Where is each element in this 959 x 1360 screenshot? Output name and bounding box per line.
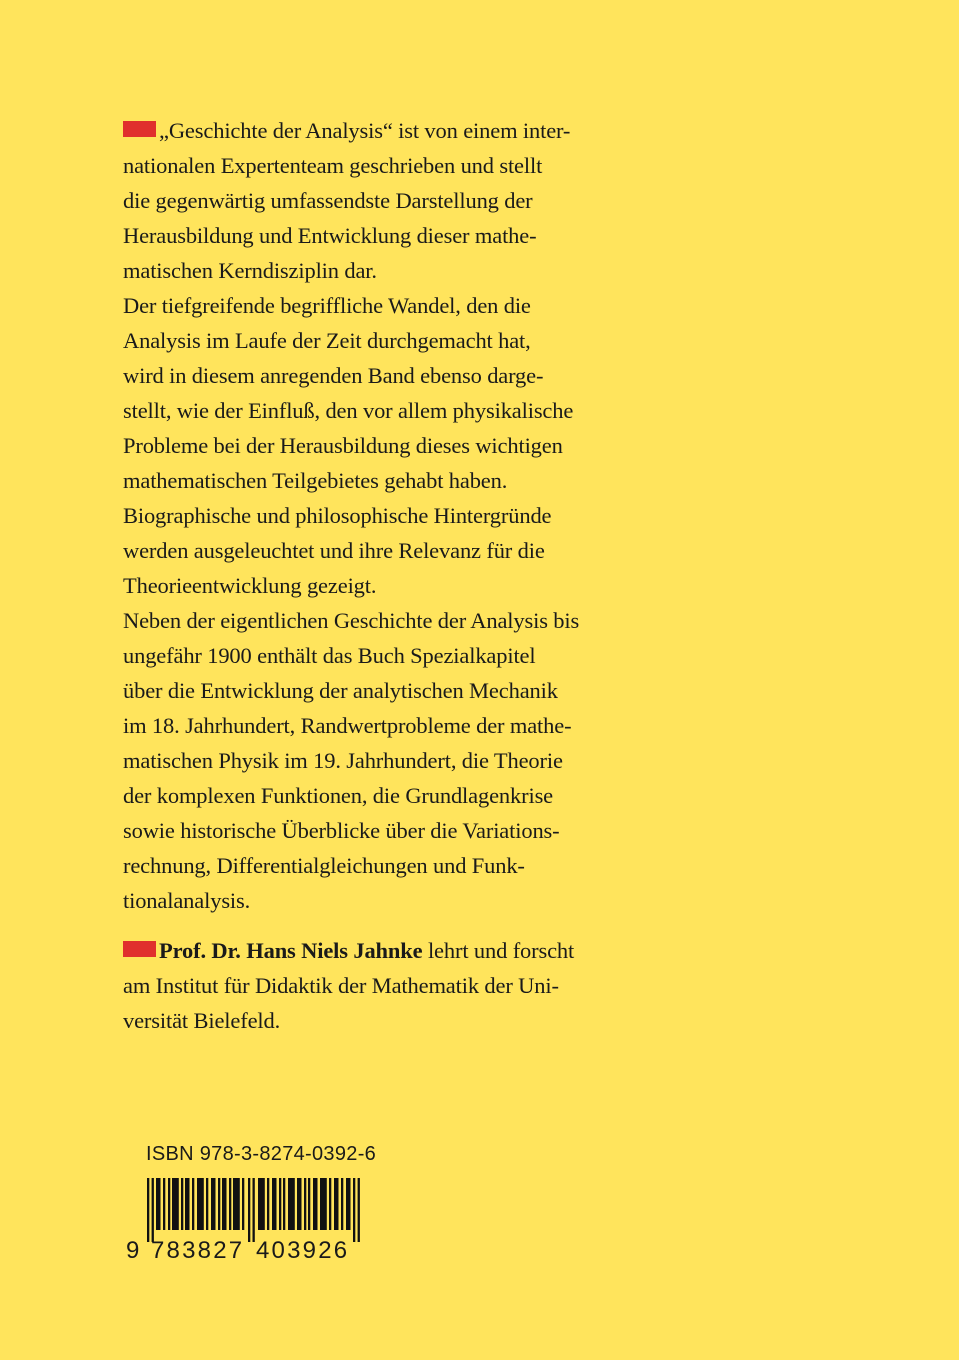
text-line: Biographische und philosophische Hintergründe [123, 503, 552, 528]
author-line [123, 933, 603, 968]
text-line: mathematischen Teilgebietes gehabt haben. [123, 468, 508, 493]
text-line: ungefähr 1900 enthält das Buch Spezialkapitel [123, 643, 536, 668]
text-line: stellt, wie der Einfluß, den vor allem physikalische [123, 398, 574, 423]
text-line: sowie historische Überblicke über die Variations- [123, 818, 560, 843]
text-line [123, 113, 603, 148]
author-name: Prof. Dr. Hans Niels Jahnke [159, 938, 423, 963]
barcode-digits [124, 1237, 374, 1267]
text-line: über die Entwicklung der analytischen Mechanik [123, 678, 558, 703]
red-marker-icon [123, 121, 156, 137]
text-line: Probleme bei der Herausbildung dieses wichtigen [123, 433, 563, 458]
barcode-digits-left: 783827 [151, 1237, 245, 1264]
text-line: tionalanalysis. [123, 888, 251, 913]
text-line: werden ausgeleuchtet und ihre Relevanz für die [123, 538, 545, 563]
text-line: Neben der eigentlichen Geschichte der Analysis bis [123, 608, 580, 633]
description-block [123, 113, 603, 1038]
text-line: rechnung, Differentialgleichungen und Funk- [123, 853, 525, 878]
text-line: der komplexen Funktionen, die Grundlagenkrise [123, 783, 554, 808]
paragraph-gap [123, 918, 603, 933]
text-line: nationalen Expertenteam geschrieben und stellt [123, 153, 543, 178]
barcode-icon [147, 1178, 360, 1242]
author-line: versität Bielefeld. [123, 1008, 281, 1033]
barcode-digits-right: 403926 [256, 1237, 350, 1264]
red-marker-icon [123, 941, 156, 957]
text-line: Herausbildung und Entwicklung dieser mathe- [123, 223, 537, 248]
text-line: Analysis im Laufe der Zeit durchgemacht hat, [123, 328, 531, 353]
text-line: matischen Physik im 19. Jahrhundert, die Theorie [123, 748, 563, 773]
text-line: matischen Kerndisziplin dar. [123, 258, 377, 283]
isbn-label: ISBN 978-3-8274-0392-6 [146, 1143, 377, 1165]
text-line: Der tiefgreifende begriffliche Wandel, den die [123, 293, 531, 318]
barcode-digit-first: 9 [126, 1237, 140, 1264]
author-line-rest: lehrt und forscht [422, 938, 575, 963]
text-line: die gegenwärtig umfassendste Darstellung der [123, 188, 533, 213]
text-line: Theorieentwicklung gezeigt. [123, 573, 377, 598]
text-line: im 18. Jahrhundert, Randwertprobleme der mathe- [123, 713, 572, 738]
author-line: am Institut für Didaktik der Mathematik der Uni- [123, 973, 559, 998]
text-line: wird in diesem anregenden Band ebenso darge- [123, 363, 544, 388]
text-line-content: „Geschichte der Analysis“ ist von einem inter- [159, 118, 571, 143]
